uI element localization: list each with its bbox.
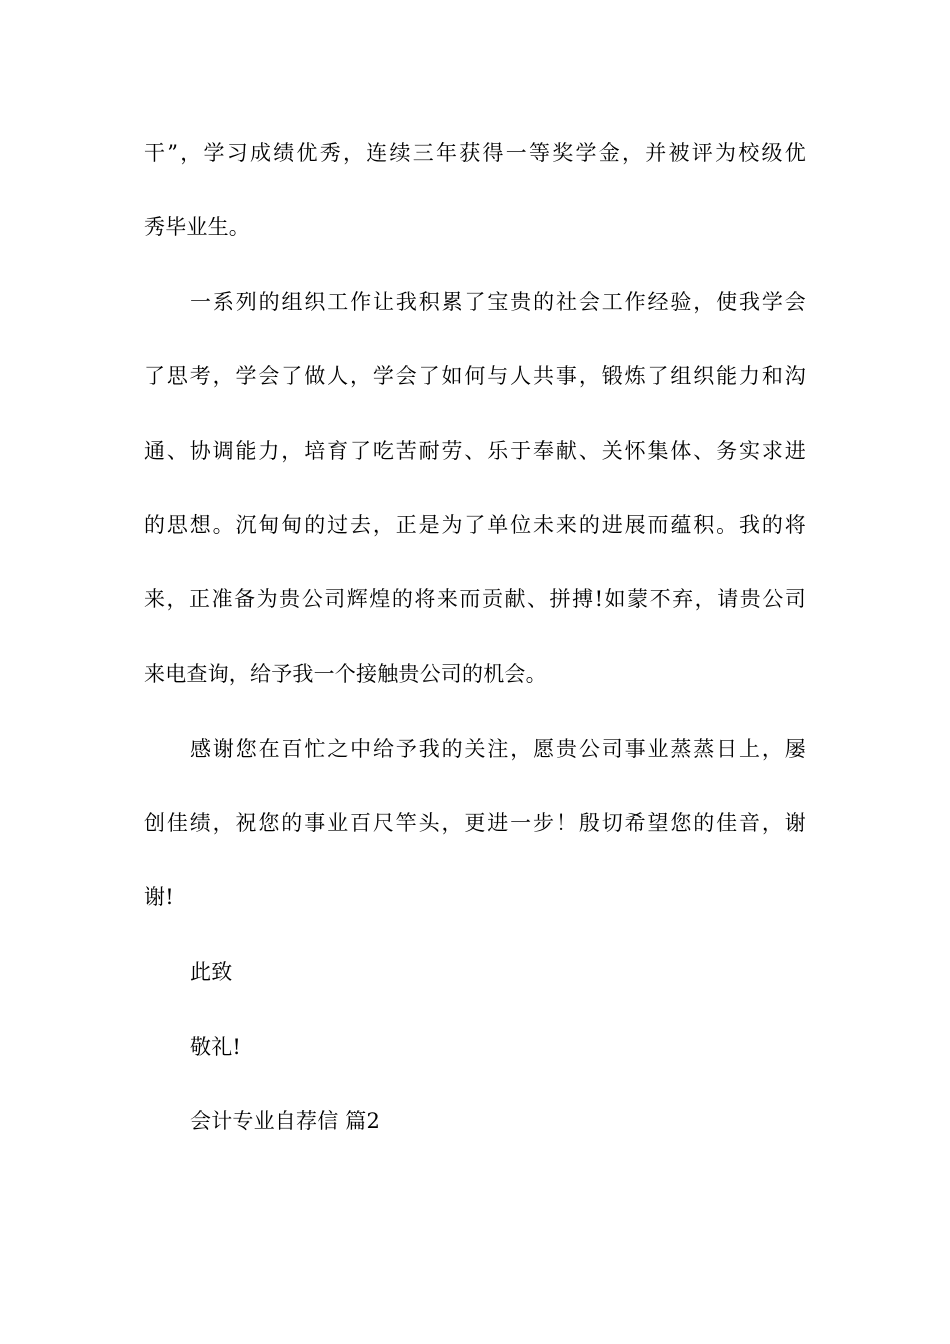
text-line-9: 感谢您在百忙之中给予我的关注，愿贵公司事业蒸蒸日上，屡 <box>190 737 806 761</box>
text-line-10: 创佳绩，祝您的事业百尺竿头，更进一步！殷切希望您的佳音，谢 <box>144 811 806 835</box>
text-line-6: 的思想。沉甸甸的过去，正是为了单位未来的进展而蕴积。我的将 <box>144 513 806 537</box>
closing-salutation: 此致 <box>190 960 233 984</box>
closing-regards: 敬礼! <box>190 1035 242 1059</box>
text-line-1: 干”，学习成绩优秀，连续三年获得一等奖学金，并被评为校级优 <box>144 141 806 165</box>
text-line-2: 秀毕业生。 <box>144 215 250 239</box>
text-line-11: 谢! <box>144 885 174 909</box>
text-line-8: 来电查询，给予我一个接触贵公司的机会。 <box>144 662 547 686</box>
text-line-4: 了思考，学会了做人，学会了如何与人共事，锻炼了组织能力和沟 <box>144 364 806 388</box>
section-heading: 会计专业自荐信 篇2 <box>190 1109 381 1133</box>
text-line-7: 来，正准备为贵公司辉煌的将来而贡献、拼搏!如蒙不弃，请贵公司 <box>144 587 806 611</box>
text-line-5: 通、协调能力，培育了吃苦耐劳、乐于奉献、关怀集体、务实求进 <box>144 439 806 463</box>
text-line-3: 一系列的组织工作让我积累了宝贵的社会工作经验，使我学会 <box>190 290 806 314</box>
